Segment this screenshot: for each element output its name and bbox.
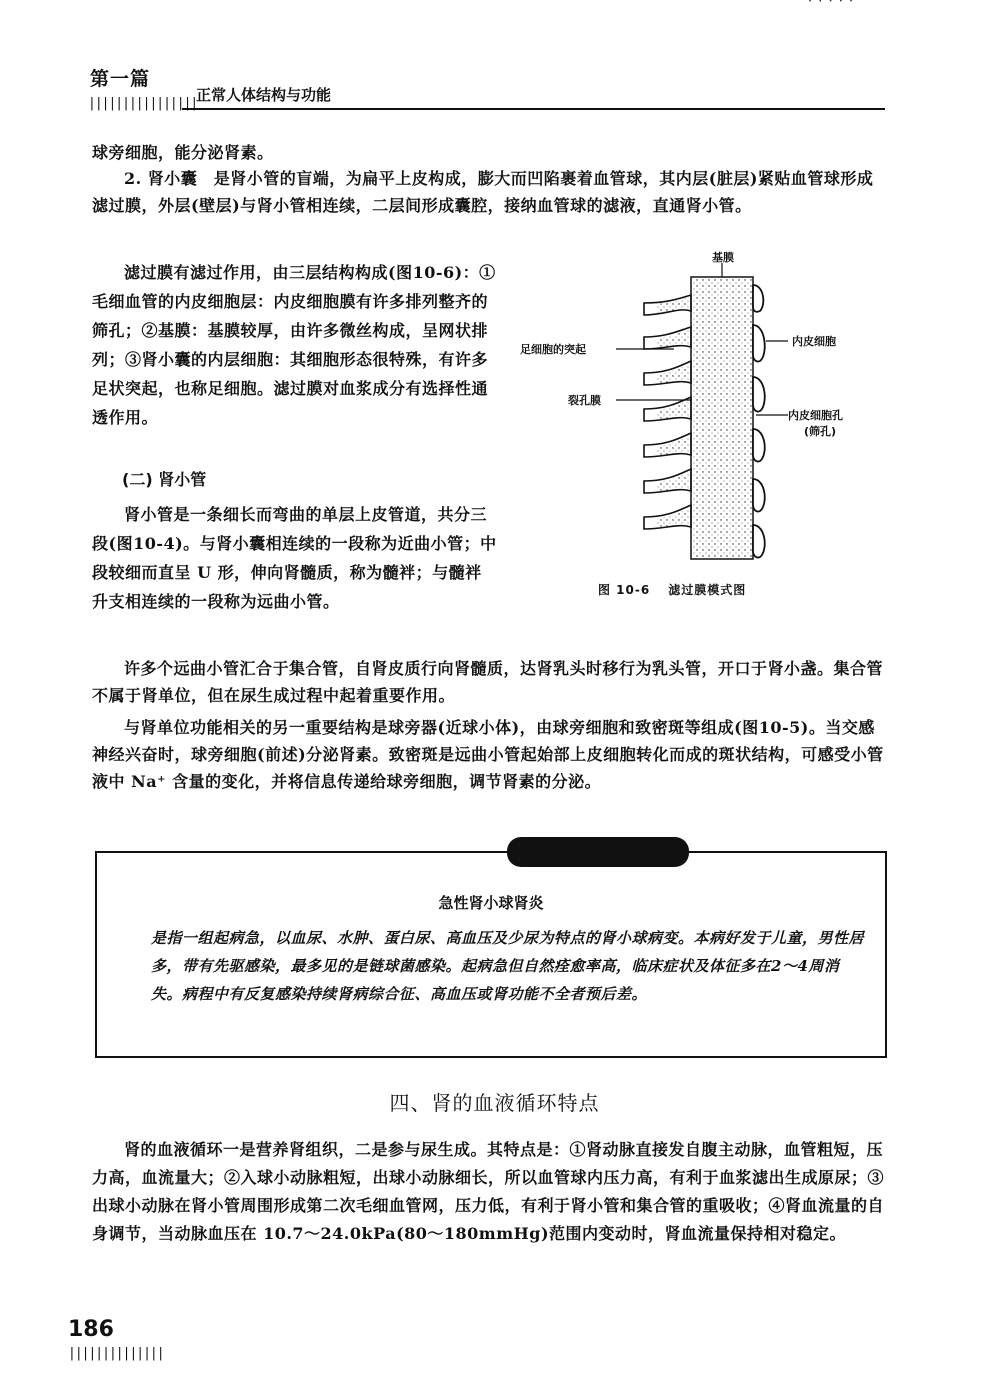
box-tab-badge: [507, 837, 689, 867]
header-barcode: ||||||||||||||||: [88, 96, 198, 111]
box-text: 是指一组起病急，以血尿、水肿、蛋白尿、高血压及少尿为特点的肾小球病变。本病好发于儿童，男性居多，带有先驱感染，最多见的是链球菌感染。起病急但自然痊愈率高，临床症状及体征多在2～4周消失。病程中有反复感染持续肾病综合征、高血压或肾功能不全者预后差。: [151, 929, 865, 1003]
label-slit-membrane: 裂孔膜: [568, 394, 601, 407]
label-basement-membrane: 基膜: [712, 251, 734, 264]
label-endothelial-cell: 内皮细胞: [792, 335, 836, 348]
subheading-renal-tubule: (二) 肾小管: [122, 470, 207, 489]
running-title: 正常人体结构与功能: [196, 86, 332, 104]
paragraph-juxtaglomerular-apparatus: 与肾单位功能相关的另一重要结构是球旁器(近球小体)，由球旁细胞和致密斑等组成(图10-5)。当交感神经兴奋时，球旁细胞(前述)分泌肾素。致密斑是远曲小管起始部上皮细胞转化而成的斑状结构，可感受小管液中 Na⁺ 含量的变化，并将信息传递给球旁细胞，调节肾素的分泌。: [92, 718, 884, 791]
box-title: 急性肾小球肾炎: [438, 894, 544, 912]
paragraph-renal-tubule: 肾小管是一条细长而弯曲的单层上皮管道，共分三段(图10-4)。与肾小囊相连续的一段称为近曲小管；中段较细而直呈 U 形，伸向肾髓质，称为髓袢；与髓袢升支相连续的一段称为远曲小管。: [92, 505, 497, 611]
filtration-membrane-figure: [516, 251, 876, 565]
label-sieve-pore: (筛孔): [804, 425, 837, 438]
paragraph-juxtaglomerular: 球旁细胞，能分泌肾素。: [92, 143, 274, 162]
paragraph-renal-capsule: 2. 肾小囊 是肾小管的盲端，为扁平上皮构成，膨大而凹陷裹着血管球，其内层(脏层)紧贴血管球形成滤过膜，外层(壁层)与肾小管相连续，二层间形成囊腔，接纳血管球的滤液，直通肾小管。: [92, 169, 874, 215]
paragraph-filtration-membrane: 滤过膜有滤过作用，由三层结构构成(图10-6)：①毛细血管的内皮细胞层：内皮细胞膜有许多排列整齐的筛孔；②基膜：基膜较厚，由许多微丝构成，呈网状排列；③肾小囊的内层细胞：其细胞形态很特殊，有许多足状突起，也称足细胞。滤过膜对血浆成分有选择性通透作用。: [92, 263, 496, 427]
figure-title: 滤过膜模式图: [668, 583, 747, 597]
figure-number: 图 10-6: [598, 583, 651, 597]
page-number: 186: [68, 1317, 114, 1342]
header-rule: [182, 108, 885, 110]
part-label: 第一篇: [90, 68, 151, 90]
paragraph-collecting-duct: 许多个远曲小管汇合于集合管，自肾皮质行向肾髓质，达肾乳头时移行为乳头管，开口于肾小盏。集合管不属于肾单位，但在尿生成过程中起着重要作用。: [92, 659, 884, 705]
figure-caption: [598, 581, 764, 598]
paragraph-blood-circulation: 肾的血液循环一是营养肾组织，二是参与尿生成。其特点是：①肾动脉直接发自腹主动脉，血管粗短，压力高，血流量大；②入球小动脉粗短，出球小动脉细长，所以血管球内压力高，有利于血浆滤出生成原尿；③出球小动脉在肾小管周围形成第二次毛细血管网，压力低，有利于肾小管和集合管的重吸收；④肾血流量的自身调节，当动脉血压在 10.7～24.0kPa(80～180mmHg)范围内变动时，肾血流量保持相对稳定。: [92, 1140, 885, 1243]
footer-barcode: ||||||||||||||: [68, 1346, 164, 1361]
section-heading: 四、肾的血液循环特点: [389, 1091, 600, 1115]
clinical-note-box: [95, 851, 887, 1058]
page-corner-marks: · · · · ·: [808, 0, 855, 9]
label-foot-processes: 足细胞的突起: [520, 343, 586, 356]
label-endothelial-pore: 内皮细胞孔: [788, 409, 843, 422]
